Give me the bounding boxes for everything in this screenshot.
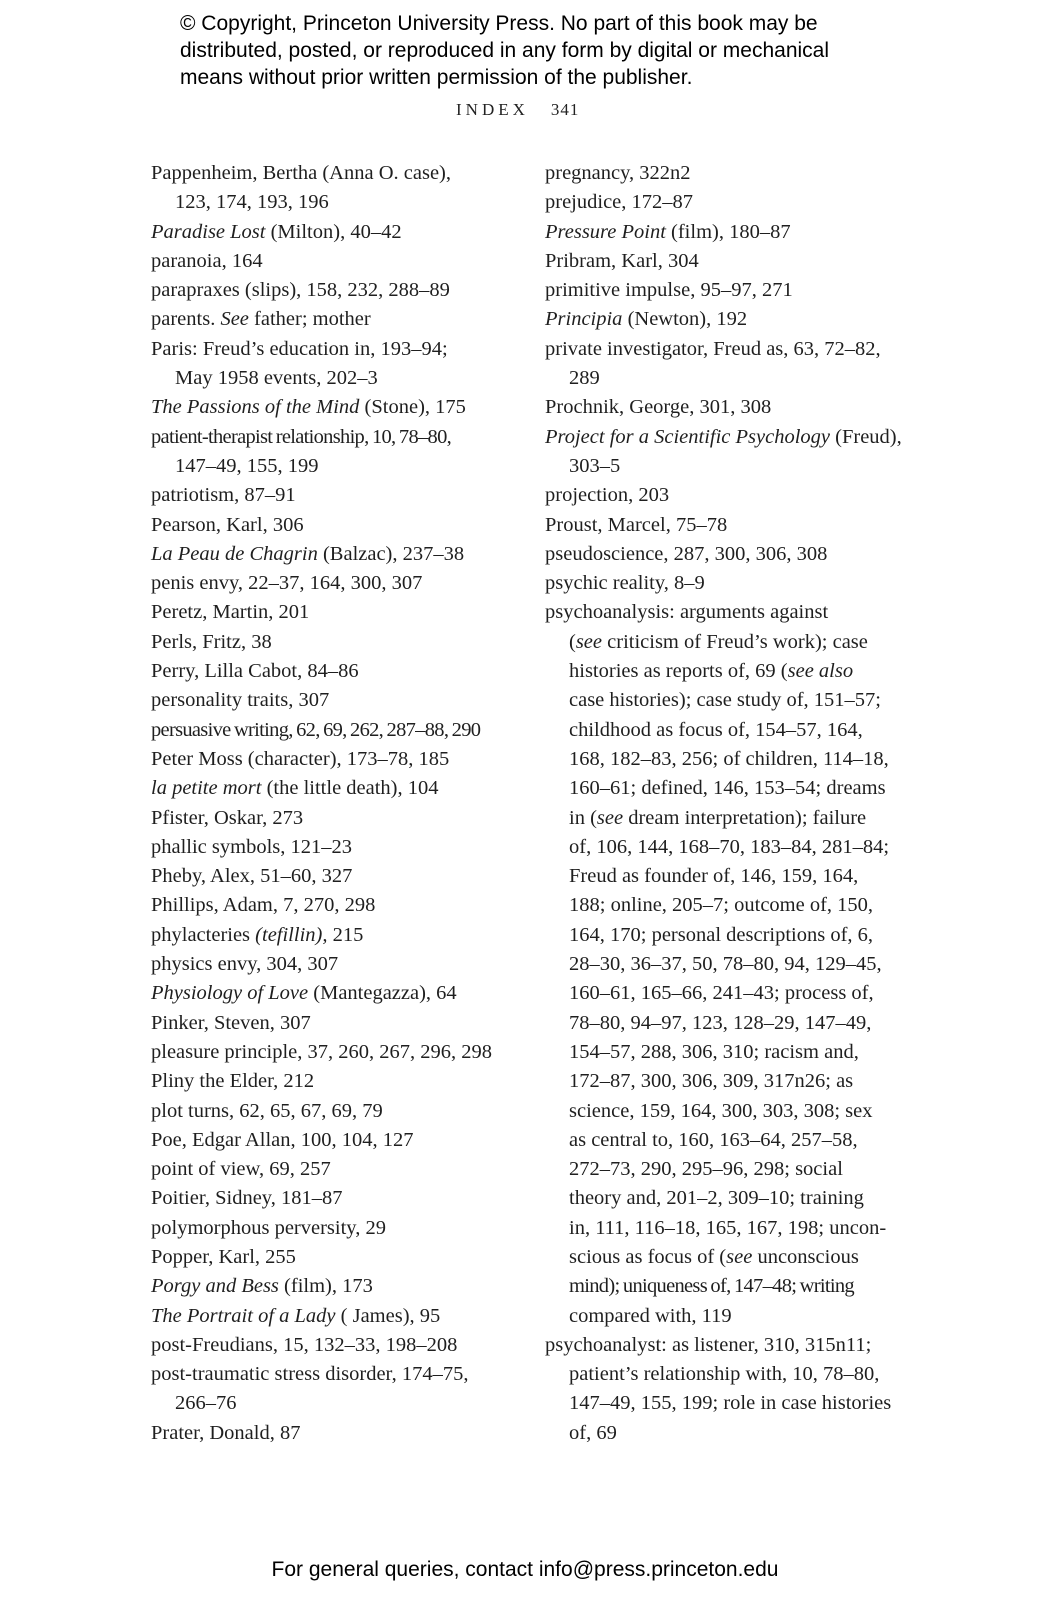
index-text: psychic reality, 8–9 [545,572,705,595]
index-column-right [545,159,902,1448]
index-text: (the little death), 104 [261,777,439,800]
index-entry [545,569,895,598]
index-subline [545,833,895,862]
index-text: father; mother [248,308,371,331]
index-entry [151,540,511,569]
index-entry [151,774,511,803]
index-text: primitive impulse, 95–97, 271 [545,279,793,302]
index-entry [151,393,511,422]
index-subline [151,188,511,217]
index-entry [151,1097,511,1126]
index-text: Peter Moss (character), 173–78, 185 [151,747,450,770]
index-text: Prater, Donald, 87 [151,1421,301,1444]
index-text: (Newton), 192 [622,308,748,331]
index-text: histories as reports of, 69 ( [569,660,788,683]
index-text: 154–57, 288, 306, 310; racism and, [569,1040,859,1063]
index-text: (Freud), [830,425,902,448]
index-text: (Stone), 175 [359,396,466,419]
index-text: phylacteries [151,923,256,946]
index-text: Pappenheim, Bertha (Anna O. case), [151,162,451,184]
index-italic-text: see also [787,660,854,683]
copyright-notice [180,10,940,91]
index-entry [151,1272,511,1301]
index-subline [545,1038,895,1067]
index-italic-text: See [220,308,249,331]
index-text: (Balzac), 237–38 [317,542,465,565]
index-column-left [151,159,511,1448]
index-text: psychoanalyst: as listener, 310, 315n11; [545,1333,872,1356]
index-entry [151,598,511,627]
index-text: private investigator, Freud as, 63, 72–82, [545,337,881,360]
index-subline [545,1184,895,1213]
index-subline [545,716,895,745]
index-subline [545,891,895,920]
index-italic-text: see [575,630,603,653]
index-text: Pribram, Karl, 304 [545,249,699,272]
index-entry [151,716,511,745]
index-subline [545,804,895,833]
index-entry [151,1214,511,1243]
index-text: of, 69 [569,1421,617,1444]
index-entry [151,276,511,305]
index-text: theory and, 201–2, 309–10; training [569,1187,864,1210]
index-italic-text: see [596,806,624,829]
index-text: Poitier, Sidney, 181–87 [151,1187,343,1210]
index-text: 168, 182–83, 256; of children, 114–18, [569,747,889,770]
index-entry [151,921,511,950]
index-entry [151,950,511,979]
index-entry [151,159,511,188]
index-text: 78–80, 94–97, 123, 128–29, 147–49, [569,1011,872,1034]
index-text: ( [569,630,576,653]
copyright-line: © Copyright, Princeton University Press. No part of this book may be [180,12,818,35]
index-entry [151,481,511,510]
index-text: dream interpretation); failure [623,806,867,829]
index-entry [151,1067,511,1096]
index-text: psychoanalysis: arguments against [545,601,829,624]
index-text: Proust, Marcel, 75–78 [545,513,728,536]
index-text: Paris: Freud’s education in, 193–94; [151,337,448,360]
index-entry [545,188,895,217]
index-entry [545,276,895,305]
index-italic-text: Principia [545,308,623,331]
index-text: of, 106, 144, 168–70, 183–84, 281–84; [569,835,890,858]
index-text: 123, 174, 193, 196 [175,191,329,214]
index-text: paranoia, 164 [151,249,263,272]
index-italic-text: Pressure Point [545,220,666,243]
index-italic-text: la petite mort [151,777,262,800]
index-text: 172–87, 300, 306, 309, 317n26; as [569,1070,854,1093]
index-entry [151,1419,511,1448]
index-text: penis envy, 22–37, 164, 300, 307 [151,572,423,595]
index-text: criticism of Freud’s work); case [602,630,868,653]
index-entry [151,979,511,1008]
index-text: mind); uniqueness of, 147–48; writing [569,1275,854,1298]
index-text: physics envy, 304, 307 [151,953,339,976]
index-subline [545,774,895,803]
index-italic-text: Porgy and Bess [151,1275,279,1298]
index-subline [545,1155,895,1184]
index-text: Pheby, Alex, 51–60, 327 [151,865,353,888]
index-italic-text: Project for a Scientific Psychology [545,425,831,448]
index-entry [151,511,511,540]
index-text: Phillips, Adam, 7, 270, 298 [151,894,376,917]
running-head [456,100,579,120]
index-subline [545,1126,895,1155]
index-text: prejudice, 172–87 [545,191,694,214]
index-subline [545,1009,895,1038]
index-entry [151,804,511,833]
index-italic-text: Paradise Lost [151,220,266,243]
index-italic-text: The Portrait of a Lady [151,1304,336,1327]
index-text: childhood as focus of, 154–57, 164, [569,718,863,741]
index-italic-text: see [726,1245,753,1268]
index-entry [545,481,895,510]
index-subline [545,1389,895,1418]
index-subline [545,979,895,1008]
index-text: case histories); case study of, 151–57; [569,689,881,712]
index-entry [151,628,511,657]
index-text: compared with, 119 [569,1304,732,1327]
copyright-line: distributed, posted, or reproduced in any form by digital or mechanical [180,39,830,62]
index-entry [151,305,511,334]
index-entry [151,569,511,598]
index-subline [151,452,511,481]
index-text: (film), 180–87 [665,220,791,243]
index-subline [545,1097,895,1126]
index-text: plot turns, 62, 65, 67, 69, 79 [151,1099,383,1122]
index-subline [545,1302,895,1331]
index-entry [151,1243,511,1272]
index-text: science, 159, 164, 300, 303, 308; sex [569,1099,873,1122]
index-entry [151,1302,511,1331]
index-subline [545,1360,895,1389]
index-text: ( James), 95 [335,1304,441,1327]
index-text: pleasure principle, 37, 260, 267, 296, 298 [151,1040,493,1063]
index-entry [151,335,511,364]
index-subline [545,745,895,774]
index-text: as central to, 160, 163–64, 257–58, [569,1128,858,1151]
index-text: (Milton), 40–42 [265,220,402,243]
index-italic-text: (tefillin), [255,923,328,946]
index-text: Poe, Edgar Allan, 100, 104, 127 [151,1128,414,1151]
index-entry [151,1126,511,1155]
index-subline [545,1067,895,1096]
index-entry [151,247,511,276]
index-subline [545,1243,895,1272]
index-italic-text: La Peau de Chagrin [151,542,318,565]
index-text: Pinker, Steven, 307 [151,1011,311,1034]
index-text: 266–76 [175,1392,237,1415]
index-entry [545,218,895,247]
index-entry [151,423,511,452]
index-subline [151,1389,511,1418]
index-subline [545,862,895,891]
index-text: persuasive writing, 62, 69, 262, 287–88, 290 [151,718,481,741]
index-italic-text: The Passions of the Mind [151,396,360,419]
index-text: 147–49, 155, 199 [175,454,319,477]
index-entry [151,833,511,862]
index-entry [151,218,511,247]
index-text: 272–73, 290, 295–96, 298; social [569,1158,843,1181]
footer-contact: For general queries, contact info@press.princeton.edu [271,1558,779,1581]
index-text: 160–61, 165–66, 241–43; process of, [569,982,874,1005]
index-entry [151,1184,511,1213]
copyright-line: means without prior written permission of the publisher. [180,66,693,89]
index-text: in, 111, 116–18, 165, 167, 198; uncon- [569,1216,887,1239]
index-text: Pliny the Elder, 212 [151,1070,315,1093]
index-entry [545,511,895,540]
index-text: Prochnik, George, 301, 308 [545,396,772,419]
index-text: (film), 173 [278,1275,373,1298]
index-text: 289 [569,367,600,390]
index-text: parents. [151,308,221,331]
index-text: Perls, Fritz, 38 [151,630,272,653]
index-text: in ( [569,806,597,829]
index-entry [151,862,511,891]
index-text: scious as focus of ( [569,1245,727,1268]
index-subline [545,921,895,950]
index-subline [545,628,895,657]
index-text: post-traumatic stress disorder, 174–75, [151,1363,469,1386]
index-entry [545,540,895,569]
index-entry [151,686,511,715]
index-entry [545,247,895,276]
index-text: phallic symbols, 121–23 [151,835,353,858]
index-entry [151,1360,511,1389]
index-entry [545,159,895,188]
index-entry [151,657,511,686]
index-text: Freud as founder of, 146, 159, 164, [569,865,859,888]
index-text: May 1958 events, 202–3 [175,367,378,390]
index-subline [545,950,895,979]
index-text: 303–5 [569,454,621,477]
index-subline [545,1419,895,1448]
index-text: pregnancy, 322n2 [545,162,691,184]
index-text: 28–30, 36–37, 50, 78–80, 94, 129–45, [569,953,882,976]
index-entry [151,1331,511,1360]
index-text: 147–49, 155, 199; role in case histories [569,1392,892,1415]
index-text: patient’s relationship with, 10, 78–80, [569,1363,880,1386]
index-subline [545,686,895,715]
index-italic-text: Physiology of Love [151,982,309,1005]
index-entry [151,891,511,920]
page-number: 341 [550,100,580,119]
index-text: (Mantegazza), 64 [308,982,457,1005]
index-entry [545,423,902,452]
index-entry [151,1155,511,1184]
index-text: parapraxes (slips), 158, 232, 288–89 [151,279,450,302]
index-text: 164, 170; personal descriptions of, 6, [569,923,874,946]
index-text: Popper, Karl, 255 [151,1245,296,1268]
index-subline [151,364,511,393]
index-text: polymorphous perversity, 29 [151,1216,386,1239]
index-text: post-Freudians, 15, 132–33, 198–208 [151,1333,458,1356]
index-entry [545,598,895,627]
index-subline [545,452,895,481]
index-subline [545,1272,895,1301]
index-subline [545,657,895,686]
index-text: patient-therapist relationship, 10, 78–80, [151,425,452,448]
index-text: projection, 203 [545,484,670,507]
index-entry [151,1009,511,1038]
index-subline [545,1214,895,1243]
running-head-title: INDEX [456,100,529,119]
index-text: unconscious [752,1245,859,1268]
index-text: 215 [327,923,364,946]
index-text: Pfister, Oskar, 273 [151,806,304,829]
index-text: patriotism, 87–91 [151,484,296,507]
index-text: Peretz, Martin, 201 [151,601,310,624]
index-text: Perry, Lilla Cabot, 84–86 [151,660,359,683]
index-entry [545,393,895,422]
index-entry [545,305,895,334]
index-text: 160–61; defined, 146, 153–54; dreams [569,777,886,800]
index-entry [545,335,895,364]
index-text: point of view, 69, 257 [151,1158,331,1181]
index-text: personality traits, 307 [151,689,330,712]
index-entry [151,1038,511,1067]
index-entry [151,745,511,774]
index-text: pseudoscience, 287, 300, 306, 308 [545,542,828,565]
index-text: Pearson, Karl, 306 [151,513,304,536]
index-subline [545,364,895,393]
index-text: 188; online, 205–7; outcome of, 150, [569,894,874,917]
index-entry [545,1331,895,1360]
